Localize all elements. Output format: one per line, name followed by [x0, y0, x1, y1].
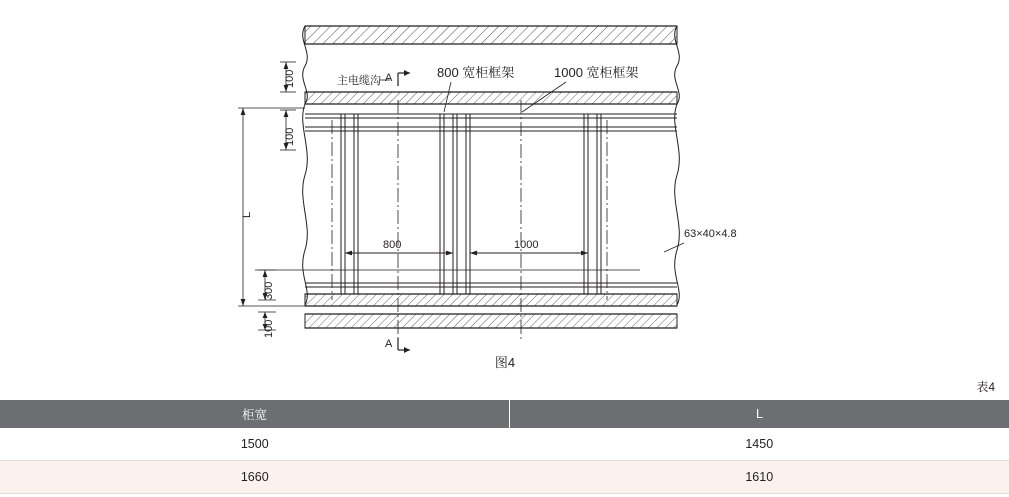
cell-cabinet-width: 1500	[0, 428, 510, 461]
table-header-row	[0, 400, 1009, 428]
label-dim-100-top: 100	[284, 69, 296, 88]
column-header-l: L	[510, 400, 1009, 428]
upper-frame-rails	[305, 114, 677, 131]
dim-line-800	[345, 251, 453, 256]
column-header-cabinet-width: 柜宽	[0, 400, 510, 428]
label-cabinet-1000: 1000 宽柜框架	[554, 65, 639, 80]
label-dim-100-upper: 100	[284, 127, 296, 146]
cell-l: 1450	[510, 428, 1009, 461]
label-steel-spec: 63×40×4.8	[684, 228, 737, 240]
label-section-a-top: A	[385, 72, 393, 84]
cabinet-columns	[341, 114, 601, 294]
dimension-table	[0, 400, 1009, 494]
label-dim-100-bottom: 100	[263, 319, 275, 338]
break-line-left-mid	[303, 104, 308, 305]
lower-frame-rails	[305, 283, 677, 287]
cell-cabinet-width: 1660	[0, 461, 510, 494]
section-mark-top	[398, 70, 410, 86]
label-section-a-bottom: A	[385, 338, 393, 350]
label-dim-1000: 1000	[514, 239, 539, 251]
label-dim-800: 800	[383, 239, 402, 251]
bottom-slab	[305, 294, 677, 328]
leader-lines	[444, 82, 684, 252]
section-mark-bottom	[398, 338, 410, 353]
label-dim-300: 300	[263, 281, 275, 300]
label-dim-L: L	[241, 211, 253, 218]
figure-caption: 图4	[494, 355, 516, 370]
table-row	[0, 461, 1009, 494]
break-line-right-mid	[675, 104, 680, 305]
upper-floor-band	[305, 92, 677, 104]
label-cabinet-800: 800 宽柜框架	[437, 65, 515, 80]
top-slab	[305, 26, 677, 44]
table-caption: 表4	[976, 380, 995, 394]
cell-l: 1610	[510, 461, 1009, 494]
label-main-cable-trench: 主电缆沟	[337, 75, 381, 87]
dim-line-1000	[470, 251, 588, 256]
table-row	[0, 428, 1009, 461]
